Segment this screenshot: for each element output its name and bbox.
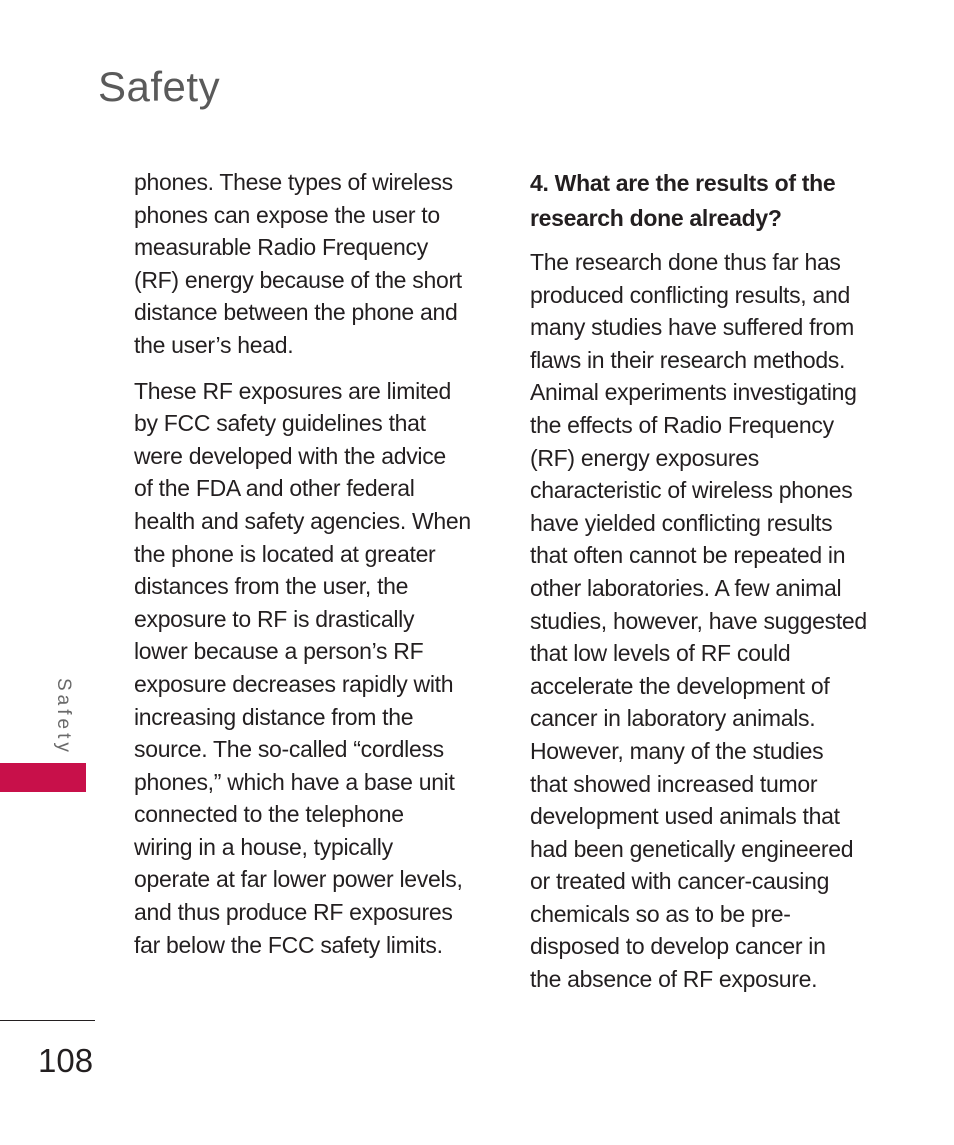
text-line: accelerate the development of bbox=[530, 672, 830, 699]
text-line: exposure decreases rapidly with bbox=[134, 670, 454, 697]
side-tab-label: Safety bbox=[53, 678, 74, 756]
text-line: that often cannot be repeated in bbox=[530, 542, 846, 569]
text-line: many studies have suffered from bbox=[530, 314, 854, 341]
text-line: were developed with the advice bbox=[134, 442, 446, 469]
text-line: phones. These types of wireless bbox=[134, 169, 453, 195]
heading-line: research done already? bbox=[530, 205, 782, 231]
text-line: had been genetically engineered bbox=[530, 835, 854, 862]
text-line: wiring in a house, typically bbox=[134, 833, 393, 860]
text-line: Animal experiments investigating bbox=[530, 379, 857, 406]
text-line: of the FDA and other federal bbox=[134, 475, 415, 502]
text-line: (RF) energy exposures bbox=[530, 444, 759, 471]
text-line: These RF exposures are limited bbox=[134, 377, 451, 404]
text-line: measurable Radio Frequency bbox=[134, 234, 428, 261]
text-line: development used animals that bbox=[530, 803, 840, 830]
text-line: disposed to develop cancer in bbox=[530, 933, 826, 960]
text-line: by FCC safety guidelines that bbox=[134, 410, 426, 437]
text-line: lower because a person’s RF bbox=[134, 638, 424, 665]
text-line: or treated with cancer-causing bbox=[530, 868, 830, 895]
section-heading bbox=[530, 166, 878, 236]
text-line: distance between the phone and bbox=[134, 299, 458, 326]
footer-divider bbox=[0, 1020, 95, 1021]
text-line: characteristic of wireless phones bbox=[530, 477, 853, 504]
text-line: health and safety agencies. When bbox=[134, 507, 471, 534]
paragraph-phones-exposure bbox=[134, 166, 486, 362]
text-line: increasing distance from the bbox=[134, 703, 414, 730]
page-title: Safety bbox=[98, 63, 221, 110]
text-line: connected to the telephone bbox=[134, 801, 404, 828]
text-line: However, many of the studies bbox=[530, 737, 824, 764]
paragraph-fcc-limits bbox=[134, 375, 486, 962]
text-line: cancer in laboratory animals. bbox=[530, 705, 816, 732]
text-line: The research done thus far has bbox=[530, 249, 841, 275]
text-line: far below the FCC safety limits. bbox=[134, 931, 443, 958]
text-line: phones can expose the user to bbox=[134, 201, 440, 228]
text-line: phones,” which have a base unit bbox=[134, 768, 455, 795]
text-line: and thus produce RF exposures bbox=[134, 899, 453, 926]
paragraph-research-results bbox=[530, 246, 878, 996]
side-tab-marker bbox=[0, 763, 86, 792]
text-line: flaws in their research methods. bbox=[530, 346, 846, 373]
text-line: studies, however, have suggested bbox=[530, 607, 867, 634]
page-number: 108 bbox=[38, 1042, 94, 1079]
text-line: operate at far lower power levels, bbox=[134, 866, 463, 893]
text-line: the absence of RF exposure. bbox=[530, 966, 818, 993]
text-line: that low levels of RF could bbox=[530, 640, 791, 667]
text-line: have yielded conflicting results bbox=[530, 509, 833, 536]
text-line: the effects of Radio Frequency bbox=[530, 411, 834, 438]
text-line: the user’s head. bbox=[134, 331, 294, 358]
text-line: other laboratories. A few animal bbox=[530, 574, 842, 601]
text-line: that showed increased tumor bbox=[530, 770, 818, 797]
text-line: produced conflicting results, and bbox=[530, 281, 850, 308]
text-line: (RF) energy because of the short bbox=[134, 266, 462, 293]
text-line: exposure to RF is drastically bbox=[134, 605, 415, 632]
left-column bbox=[134, 166, 486, 974]
text-line: source. The so-called “cordless bbox=[134, 736, 444, 763]
right-column bbox=[530, 166, 878, 1009]
heading-line: 4. What are the results of the bbox=[530, 170, 836, 196]
text-line: chemicals so as to be pre- bbox=[530, 900, 791, 927]
text-line: the phone is located at greater bbox=[134, 540, 436, 567]
text-line: distances from the user, the bbox=[134, 573, 409, 600]
